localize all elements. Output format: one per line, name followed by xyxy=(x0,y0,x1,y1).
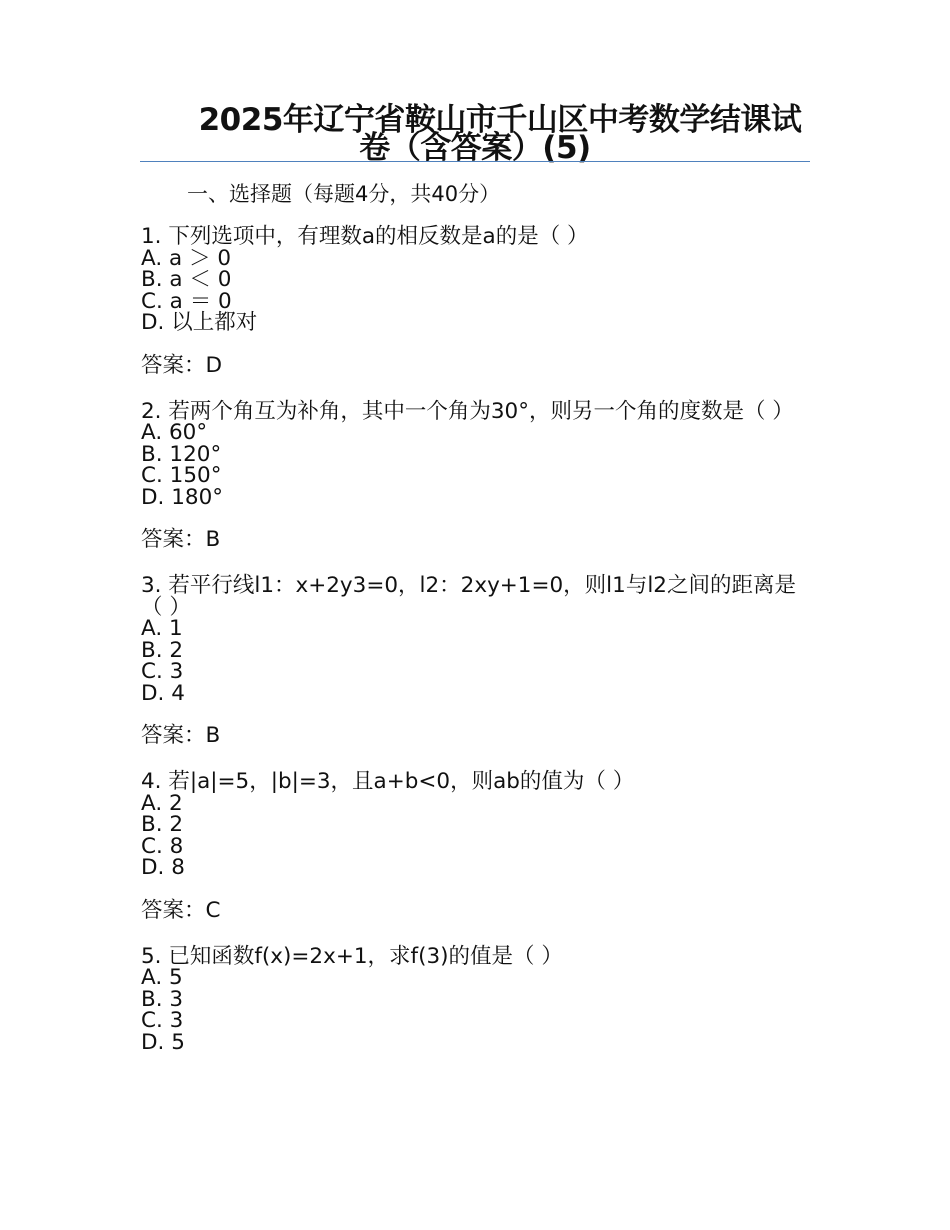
question-1 xyxy=(141,226,811,378)
answer-line: 答案：B xyxy=(141,723,221,748)
question-3 xyxy=(141,575,811,748)
option-a: A. 5 xyxy=(141,965,183,990)
option-c: C. 150° xyxy=(141,463,222,488)
option-a: A. a ＞ 0 xyxy=(141,245,232,271)
option-d: D. 以上都对 xyxy=(141,310,258,335)
option-d: D. 4 xyxy=(141,680,185,706)
option-d: D. 5 xyxy=(141,1029,185,1055)
question-stem: 2. 若两个角互为补角，其中一个角为30°，则另一个角的度数是（ ） xyxy=(141,398,794,424)
option-d: D. 8 xyxy=(141,855,185,880)
question-stem: 3. 若平行线l1：x+2y3=0，l2：2xy+1=0，则l1与l2之间的距离是（ ） xyxy=(141,573,796,620)
title-underline xyxy=(140,161,810,162)
option-b: B. 3 xyxy=(141,986,184,1012)
question-stem: 4. 若|a|=5，|b|=3，且a+b<0，则ab的值为（ ） xyxy=(141,769,635,794)
answer-line: 答案：D xyxy=(141,352,223,378)
answer-line: 答案：B xyxy=(141,527,221,552)
question-5 xyxy=(141,943,811,1055)
answer-line: 答案：C xyxy=(141,897,221,923)
option-a: A. 1 xyxy=(141,616,183,641)
question-2 xyxy=(141,398,811,553)
question-list xyxy=(141,226,811,1053)
option-a: A. 60° xyxy=(141,420,208,445)
option-b: B. 2 xyxy=(141,812,184,837)
question-4 xyxy=(141,771,811,923)
option-b: B. 120° xyxy=(141,441,222,467)
section-heading: 一、选择题（每题4分，共40分） xyxy=(187,182,501,206)
document-title: 2025年辽宁省鞍山市千山区中考数学结课试卷（含答案）(5) xyxy=(198,102,802,166)
question-stem: 5. 已知函数f(x)=2x+1，求f(3)的值是（ ） xyxy=(141,943,563,969)
option-b: B. a ＜ 0 xyxy=(141,267,232,292)
question-stem: 1. 下列选项中，有理数a的相反数是a的是（ ） xyxy=(141,224,589,249)
option-a: A. 2 xyxy=(141,790,183,816)
option-c: C. 8 xyxy=(141,833,184,859)
option-d: D. 180° xyxy=(141,484,224,510)
option-b: B. 2 xyxy=(141,637,184,663)
option-c: C. 3 xyxy=(141,1008,184,1033)
option-c: C. 3 xyxy=(141,659,184,684)
option-c: C. a ＝ 0 xyxy=(141,288,232,314)
